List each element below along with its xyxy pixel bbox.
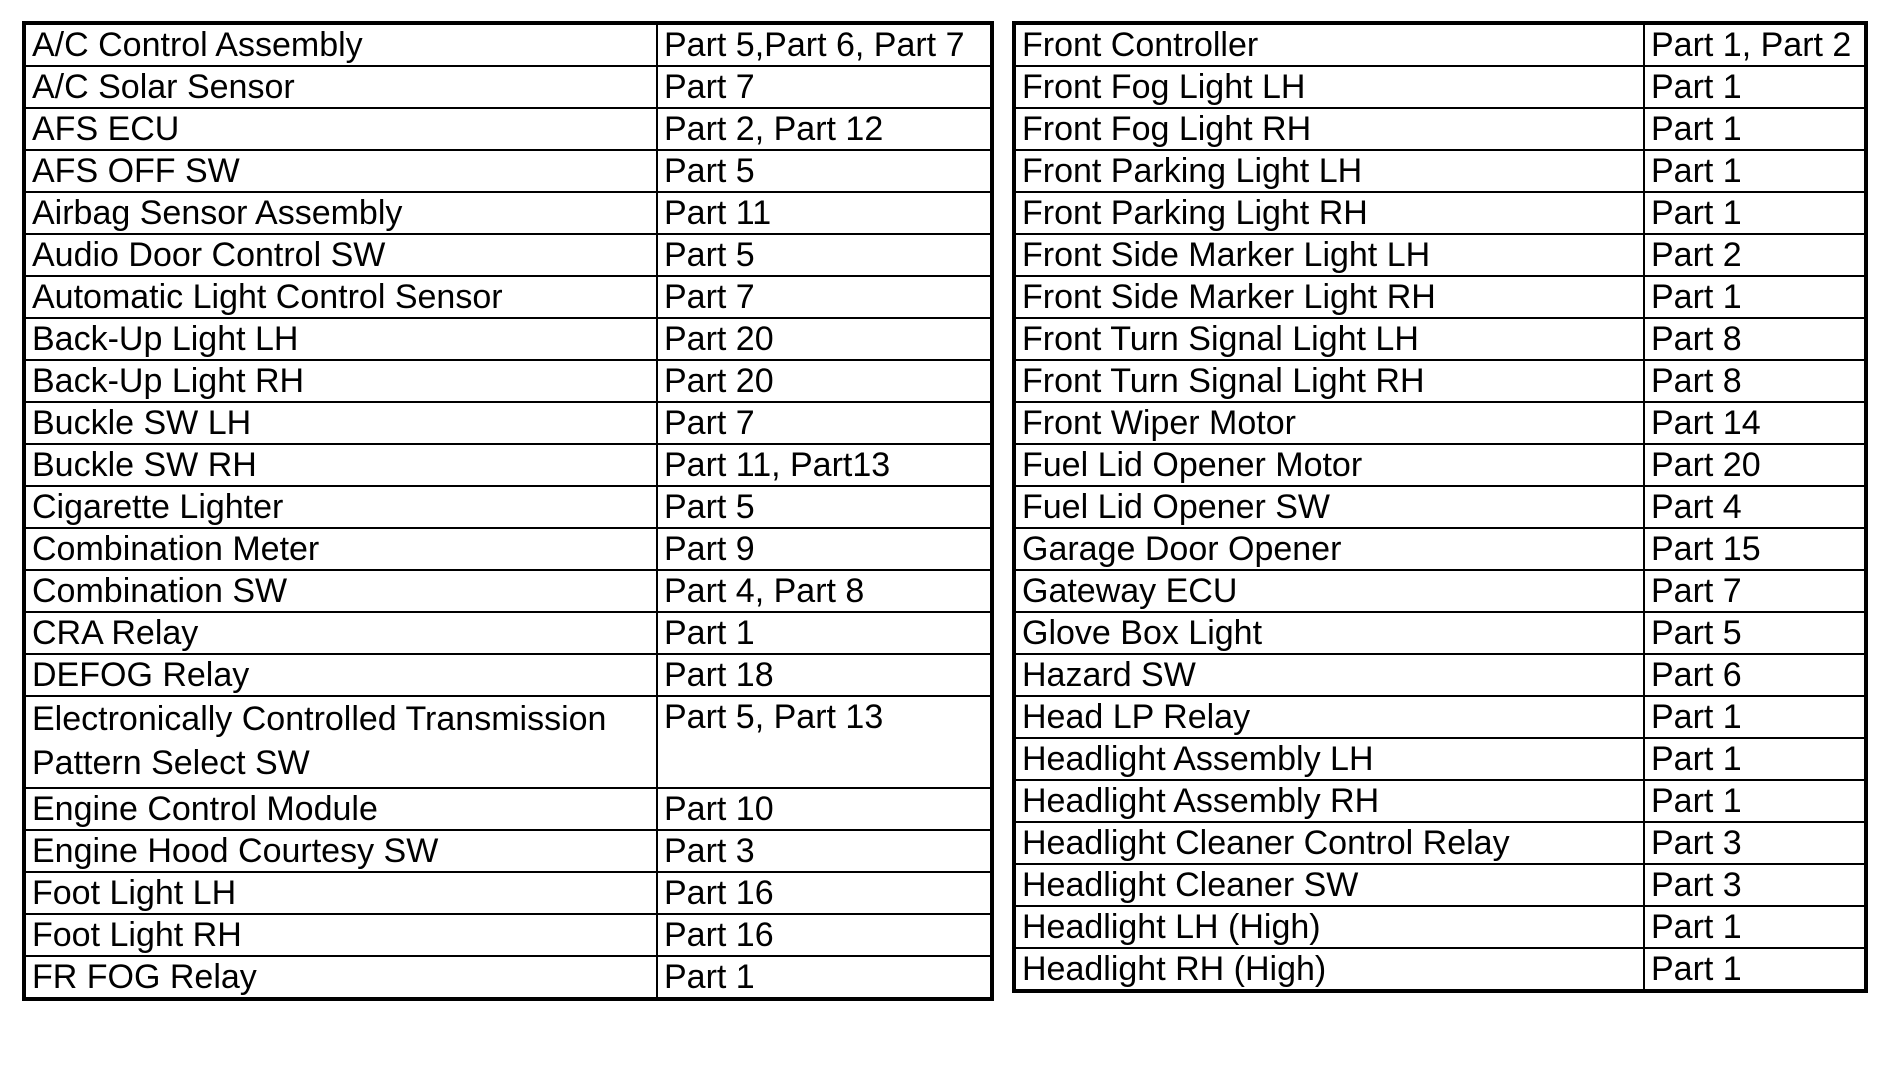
table-row — [24, 570, 992, 612]
table-row — [24, 788, 992, 830]
component-name-cell: Headlight Assembly LH — [1014, 738, 1644, 780]
component-name-cell: Front Fog Light RH — [1014, 108, 1644, 150]
part-reference-cell: Part 1 — [1644, 906, 1866, 948]
table-row — [1014, 66, 1866, 108]
component-name-cell: Airbag Sensor Assembly — [24, 192, 657, 234]
part-reference-cell: Part 16 — [657, 914, 992, 956]
component-name-cell: Headlight Cleaner Control Relay — [1014, 822, 1644, 864]
part-reference-cell: Part 5 — [657, 150, 992, 192]
part-reference-cell: Part 1 — [1644, 696, 1866, 738]
component-name-cell: Front Wiper Motor — [1014, 402, 1644, 444]
table-row — [24, 872, 992, 914]
component-name-cell: Back-Up Light RH — [24, 360, 657, 402]
component-name-cell: Engine Hood Courtesy SW — [24, 830, 657, 872]
part-reference-cell: Part 10 — [657, 788, 992, 830]
part-reference-cell: Part 5, Part 13 — [657, 696, 992, 788]
component-name-cell: Buckle SW LH — [24, 402, 657, 444]
part-reference-cell: Part 2, Part 12 — [657, 108, 992, 150]
component-name-cell: Back-Up Light LH — [24, 318, 657, 360]
table-row — [1014, 486, 1866, 528]
part-reference-cell: Part 3 — [1644, 864, 1866, 906]
part-reference-cell: Part 1 — [1644, 948, 1866, 991]
table-row — [1014, 360, 1866, 402]
component-name-cell: Front Side Marker Light LH — [1014, 234, 1644, 276]
component-name-cell: Front Turn Signal Light LH — [1014, 318, 1644, 360]
table-row — [24, 402, 992, 444]
component-name-cell: AFS OFF SW — [24, 150, 657, 192]
component-name-cell: Headlight LH (High) — [1014, 906, 1644, 948]
table-row — [24, 108, 992, 150]
component-name-cell: Garage Door Opener — [1014, 528, 1644, 570]
table-row — [24, 234, 992, 276]
part-reference-cell: Part 7 — [657, 276, 992, 318]
component-name-cell: Headlight Cleaner SW — [1014, 864, 1644, 906]
component-name-cell: Automatic Light Control Sensor — [24, 276, 657, 318]
part-reference-cell: Part 5 — [1644, 612, 1866, 654]
table-row — [24, 696, 992, 788]
component-name-cell: Front Turn Signal Light RH — [1014, 360, 1644, 402]
part-reference-cell: Part 1 — [1644, 66, 1866, 108]
table-row — [1014, 948, 1866, 991]
table-row — [1014, 738, 1866, 780]
component-name-cell: Head LP Relay — [1014, 696, 1644, 738]
component-name-cell: Electronically Controlled Transmission Pattern Select SW — [24, 696, 657, 788]
table-row — [24, 276, 992, 318]
part-reference-cell: Part 11 — [657, 192, 992, 234]
table-row — [1014, 696, 1866, 738]
part-reference-cell: Part 1 — [1644, 276, 1866, 318]
component-name-cell: Combination Meter — [24, 528, 657, 570]
part-reference-cell: Part 1, Part 2 — [1644, 23, 1866, 66]
table-row — [1014, 276, 1866, 318]
part-reference-cell: Part 20 — [1644, 444, 1866, 486]
part-reference-cell: Part 5 — [657, 234, 992, 276]
part-reference-cell: Part 7 — [657, 402, 992, 444]
component-name-cell: Gateway ECU — [1014, 570, 1644, 612]
part-reference-cell: Part 1 — [1644, 192, 1866, 234]
part-reference-cell: Part 20 — [657, 360, 992, 402]
part-reference-cell: Part 8 — [1644, 360, 1866, 402]
component-name-cell: AFS ECU — [24, 108, 657, 150]
component-name-cell: Audio Door Control SW — [24, 234, 657, 276]
part-reference-cell: Part 11, Part13 — [657, 444, 992, 486]
part-reference-cell: Part 3 — [1644, 822, 1866, 864]
part-reference-cell: Part 2 — [1644, 234, 1866, 276]
table-row — [1014, 234, 1866, 276]
component-name-cell: CRA Relay — [24, 612, 657, 654]
table-row — [1014, 612, 1866, 654]
left-component-table — [22, 21, 994, 1001]
part-reference-cell: Part 3 — [657, 830, 992, 872]
table-row — [1014, 906, 1866, 948]
right-component-table — [1012, 21, 1868, 993]
component-name-cell: Front Side Marker Light RH — [1014, 276, 1644, 318]
right-table-body — [1014, 23, 1866, 991]
part-reference-cell: Part 1 — [1644, 780, 1866, 822]
part-reference-cell: Part 15 — [1644, 528, 1866, 570]
table-row — [24, 486, 992, 528]
table-row — [24, 360, 992, 402]
component-name-cell: Hazard SW — [1014, 654, 1644, 696]
table-row — [24, 914, 992, 956]
part-reference-cell: Part 1 — [657, 956, 992, 999]
part-reference-cell: Part 8 — [1644, 318, 1866, 360]
component-name-cell: Fuel Lid Opener Motor — [1014, 444, 1644, 486]
table-row — [24, 192, 992, 234]
table-row — [24, 23, 992, 66]
component-name-cell: Headlight RH (High) — [1014, 948, 1644, 991]
table-row — [24, 830, 992, 872]
table-row — [1014, 23, 1866, 66]
part-reference-cell: Part 5 — [657, 486, 992, 528]
table-row — [1014, 150, 1866, 192]
part-reference-cell: Part 14 — [1644, 402, 1866, 444]
part-reference-cell: Part 4, Part 8 — [657, 570, 992, 612]
component-name-cell: Front Fog Light LH — [1014, 66, 1644, 108]
table-row — [24, 150, 992, 192]
component-name-cell: FR FOG Relay — [24, 956, 657, 999]
part-reference-cell: Part 4 — [1644, 486, 1866, 528]
table-row — [24, 66, 992, 108]
table-row — [1014, 570, 1866, 612]
table-row — [24, 654, 992, 696]
part-reference-cell: Part 1 — [1644, 108, 1866, 150]
component-name-cell: Fuel Lid Opener SW — [1014, 486, 1644, 528]
table-row — [24, 956, 992, 999]
table-row — [1014, 864, 1866, 906]
component-name-cell: A/C Solar Sensor — [24, 66, 657, 108]
component-name-cell: Front Parking Light LH — [1014, 150, 1644, 192]
table-row — [1014, 528, 1866, 570]
part-reference-cell: Part 9 — [657, 528, 992, 570]
table-row — [24, 528, 992, 570]
component-name-cell: Combination SW — [24, 570, 657, 612]
table-row — [24, 612, 992, 654]
part-reference-cell: Part 1 — [1644, 150, 1866, 192]
part-reference-cell: Part 20 — [657, 318, 992, 360]
table-row — [1014, 780, 1866, 822]
component-name-cell: Foot Light RH — [24, 914, 657, 956]
part-reference-cell: Part 1 — [657, 612, 992, 654]
table-row — [24, 444, 992, 486]
left-table-body — [24, 23, 992, 999]
part-reference-cell: Part 6 — [1644, 654, 1866, 696]
part-reference-cell: Part 7 — [1644, 570, 1866, 612]
table-row — [24, 318, 992, 360]
component-name-cell: Buckle SW RH — [24, 444, 657, 486]
component-name-cell: Front Controller — [1014, 23, 1644, 66]
table-row — [1014, 654, 1866, 696]
component-name-cell: Front Parking Light RH — [1014, 192, 1644, 234]
table-row — [1014, 192, 1866, 234]
table-row — [1014, 822, 1866, 864]
component-name-cell: Engine Control Module — [24, 788, 657, 830]
table-row — [1014, 444, 1866, 486]
component-name-cell: Foot Light LH — [24, 872, 657, 914]
component-name-cell: Headlight Assembly RH — [1014, 780, 1644, 822]
component-name-cell: DEFOG Relay — [24, 654, 657, 696]
component-name-cell: Cigarette Lighter — [24, 486, 657, 528]
part-reference-cell: Part 18 — [657, 654, 992, 696]
table-row — [1014, 108, 1866, 150]
table-row — [1014, 318, 1866, 360]
component-name-cell: A/C Control Assembly — [24, 23, 657, 66]
part-reference-cell: Part 16 — [657, 872, 992, 914]
component-name-cell: Glove Box Light — [1014, 612, 1644, 654]
part-reference-cell: Part 7 — [657, 66, 992, 108]
part-reference-cell: Part 5,Part 6, Part 7 — [657, 23, 992, 66]
part-reference-cell: Part 1 — [1644, 738, 1866, 780]
table-row — [1014, 402, 1866, 444]
